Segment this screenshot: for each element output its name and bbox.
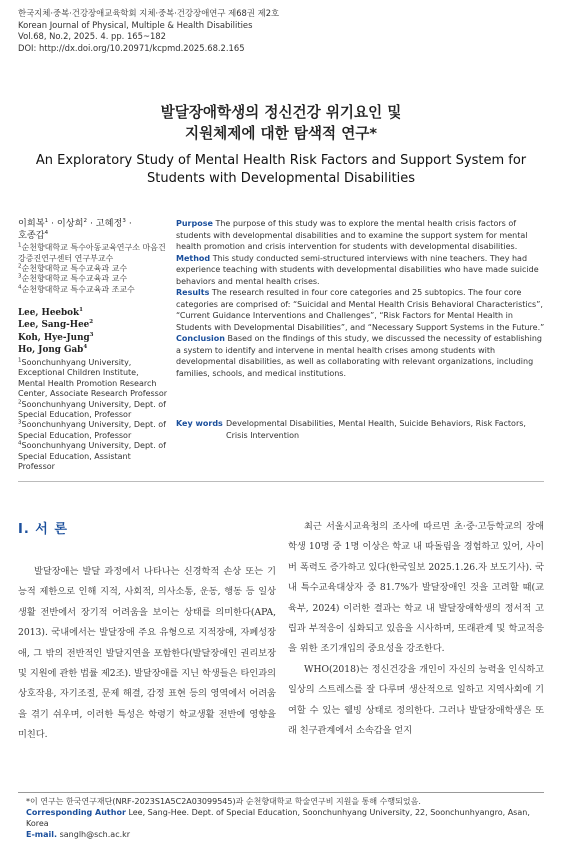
affiliation-en-item: $^2$Soonchunhyang University, Dept. of Special Education, Professor <box>18 399 166 420</box>
author-info <box>18 218 168 473</box>
author-names-ko: 이희복$^1$ · 이상희$^2$ · 고혜정$^3$ · 호종갑$^4$ <box>18 217 132 241</box>
paragraph: 최근 서울시교육청의 조사에 따르면 초·중·고등학교의 장애학생 10명 중 1명 이상은 학교 내 따돌림을 경험하고 있어, 사이버 폭력도 증가하고 있다(한국일보 2025.1.26.자 보도기사). 국내 특수교육대상자 중 81.7%가 발달장애인 것을 고려할 때(교육부, 2024) 이러한 결과는 학교 내 발달장애학생의 정서적 고립과 부적응이 심화되고 있음을 시사하며, 또래관계 및 학교적응을 위한 조기개입의 중요성을 강조한다. <box>288 521 544 655</box>
journal-name-ko: 한국지체·중복·건강장애교육학회 지체·중복·건강장애연구 제68권 제2호 <box>18 8 280 18</box>
affiliations-en <box>18 358 168 472</box>
divider <box>18 481 544 482</box>
section-heading: Ⅰ. 서 론 <box>18 522 68 537</box>
abstract-results: Results The research resulted in four core categories and 25 subtopics. The four core categories are comprised of: “Suicidal and Mental Health Crisis Behavioral Characteristics”, “Current Guidance Interventions and Challenges”, “Risk Factors for Mental Health in Students with Developmental Disabilities”, and “Necessary Support Systems in the Future.” <box>176 288 545 332</box>
journal-name-en: Korean Journal of Physical, Multiple & Health Disabilities <box>18 19 253 30</box>
footnote-divider <box>18 792 544 793</box>
body-column-right <box>288 517 544 741</box>
title-english <box>20 152 542 188</box>
affiliation-ko-item: $^4$순천향대학교 특수교육과 조교수 <box>18 284 135 294</box>
body-column-left <box>18 562 276 746</box>
title-korean-line1: 발달장애학생의 정신건강 위기요인 및 <box>160 104 402 121</box>
abstract-conclusion: Conclusion Based on the findings of this study, we discussed the necessity of establishing a system to identify and intervene in mental health crises among students with developmental disabilities, as well as collaborating with relevant organizations, including families, schools, and medical institutions. <box>176 334 542 378</box>
abstract <box>176 218 546 379</box>
affiliation-en-item: $^3$Soonchunhyang University, Dept. of Special Education, Professor <box>18 419 166 440</box>
keywords-label: Key words <box>176 419 223 428</box>
journal-header <box>18 8 279 54</box>
abstract-method: Method This study conducted semi-structured interviews with nine teachers. They had experience teaching with students with developmental disabilities who have made suicide behaviors and mental health crises. <box>176 253 539 286</box>
title-korean <box>0 102 562 144</box>
abstract-purpose: Purpose The purpose of this study was to explore the mental health crisis factors of students with developmental disabilities and to examine the support system for mental health promotion and crisis intervention for students with developmental disabilities. <box>176 219 528 251</box>
title-english-line2: Students with Developmental Disabilities <box>147 171 415 186</box>
keywords-text: Developmental Disabilities, Mental Health, Suicide Behaviors, Risk Factors, Crisis Intervention <box>226 419 526 440</box>
title-english-line1: An Exploratory Study of Mental Health Risk Factors and Support System for <box>35 153 527 168</box>
corresponding-author: Corresponding Author Lee, Sang-Hee. Dept. of Special Education, Soonchunhyang University, 22, Soonchunhyangro, Asan, Korea <box>26 808 530 828</box>
affiliation-ko-item: $^3$순천향대학교 특수교육과 교수 <box>18 273 128 284</box>
volume-info: Vol.68, No.2, 2025. 4. pp. 165~182 <box>18 31 166 42</box>
paragraph: WHO(2018)는 정신건강을 개인이 자신의 능력을 인식하고 일상의 스트레스를 잘 다루며 생산적으로 일하고 지역사회에 기여할 수 있는 웰빙 상태로 정의한다. 그러나 발달장애학생은 또래 친구관계에서 소속감을 얻지 <box>288 663 544 737</box>
affiliation-ko-item: $^1$순천향대학교 특수아동교육연구소 마음건강증진연구센터 연구부교수 <box>18 242 166 263</box>
affiliation-en-item: $^1$Soonchunhyang University, Exceptional Children Institute, Mental Health Promotion Research Center, Associate Research Professor <box>18 357 168 399</box>
affiliation-en-item: $^4$Soonchunhyang University, Dept. of Special Education, Assistant Professor <box>18 440 166 472</box>
email-line: E-mail. sanglh@sch.ac.kr <box>26 830 131 839</box>
title-korean-line2: 지원체제에 대한 탐색적 연구* <box>184 125 378 142</box>
doi-link[interactable]: DOI: http://dx.doi.org/10.20971/kcpmd.2025.68.2.165 <box>18 42 245 53</box>
footnote <box>26 796 546 840</box>
paragraph: 발달장애는 발달 과정에서 나타나는 신경학적 손상 또는 기능적 제한으로 인해 지적, 사회적, 의사소통, 운동, 행동 등 일상생활 전반에서 장기적 어려움을 보이는 상태를 의미한다(APA, 2013). 국내에서는 발달장애 주요 유형으로 지적장애, 자폐성장애, 그 밖의 전반적인 발달지연을 포함한다(발달장애인 권리보장 및 지원에 관한 법률 제2조). 발달장애를 지닌 학생들은 타인과의 상호작용, 자기조절, 문제 해결, 감정 표현 등의 영역에서 어려움을 겪기 쉬우며, 이러한 특성은 학령기 학교생활 전반에 영향을 미친다. <box>18 566 276 741</box>
email-link[interactable]: sanglh@sch.ac.kr <box>59 830 131 839</box>
funding-note: *이 연구는 한국연구재단(NRF-2023S1A5C2A03099545)과 순천향대학교 학술연구비 지원을 통해 수행되었음. <box>26 797 421 806</box>
affiliation-ko-item: $^2$순천향대학교 특수교육과 교수 <box>18 263 128 273</box>
author-names-en: Lee, Heebok$^1$ Lee, Sang-Hee$^2$ Koh, Hye-Jung$^3$ Ho, Jong Gab$^4$ <box>18 307 94 355</box>
keywords <box>176 418 546 441</box>
affiliations-ko <box>18 243 168 295</box>
